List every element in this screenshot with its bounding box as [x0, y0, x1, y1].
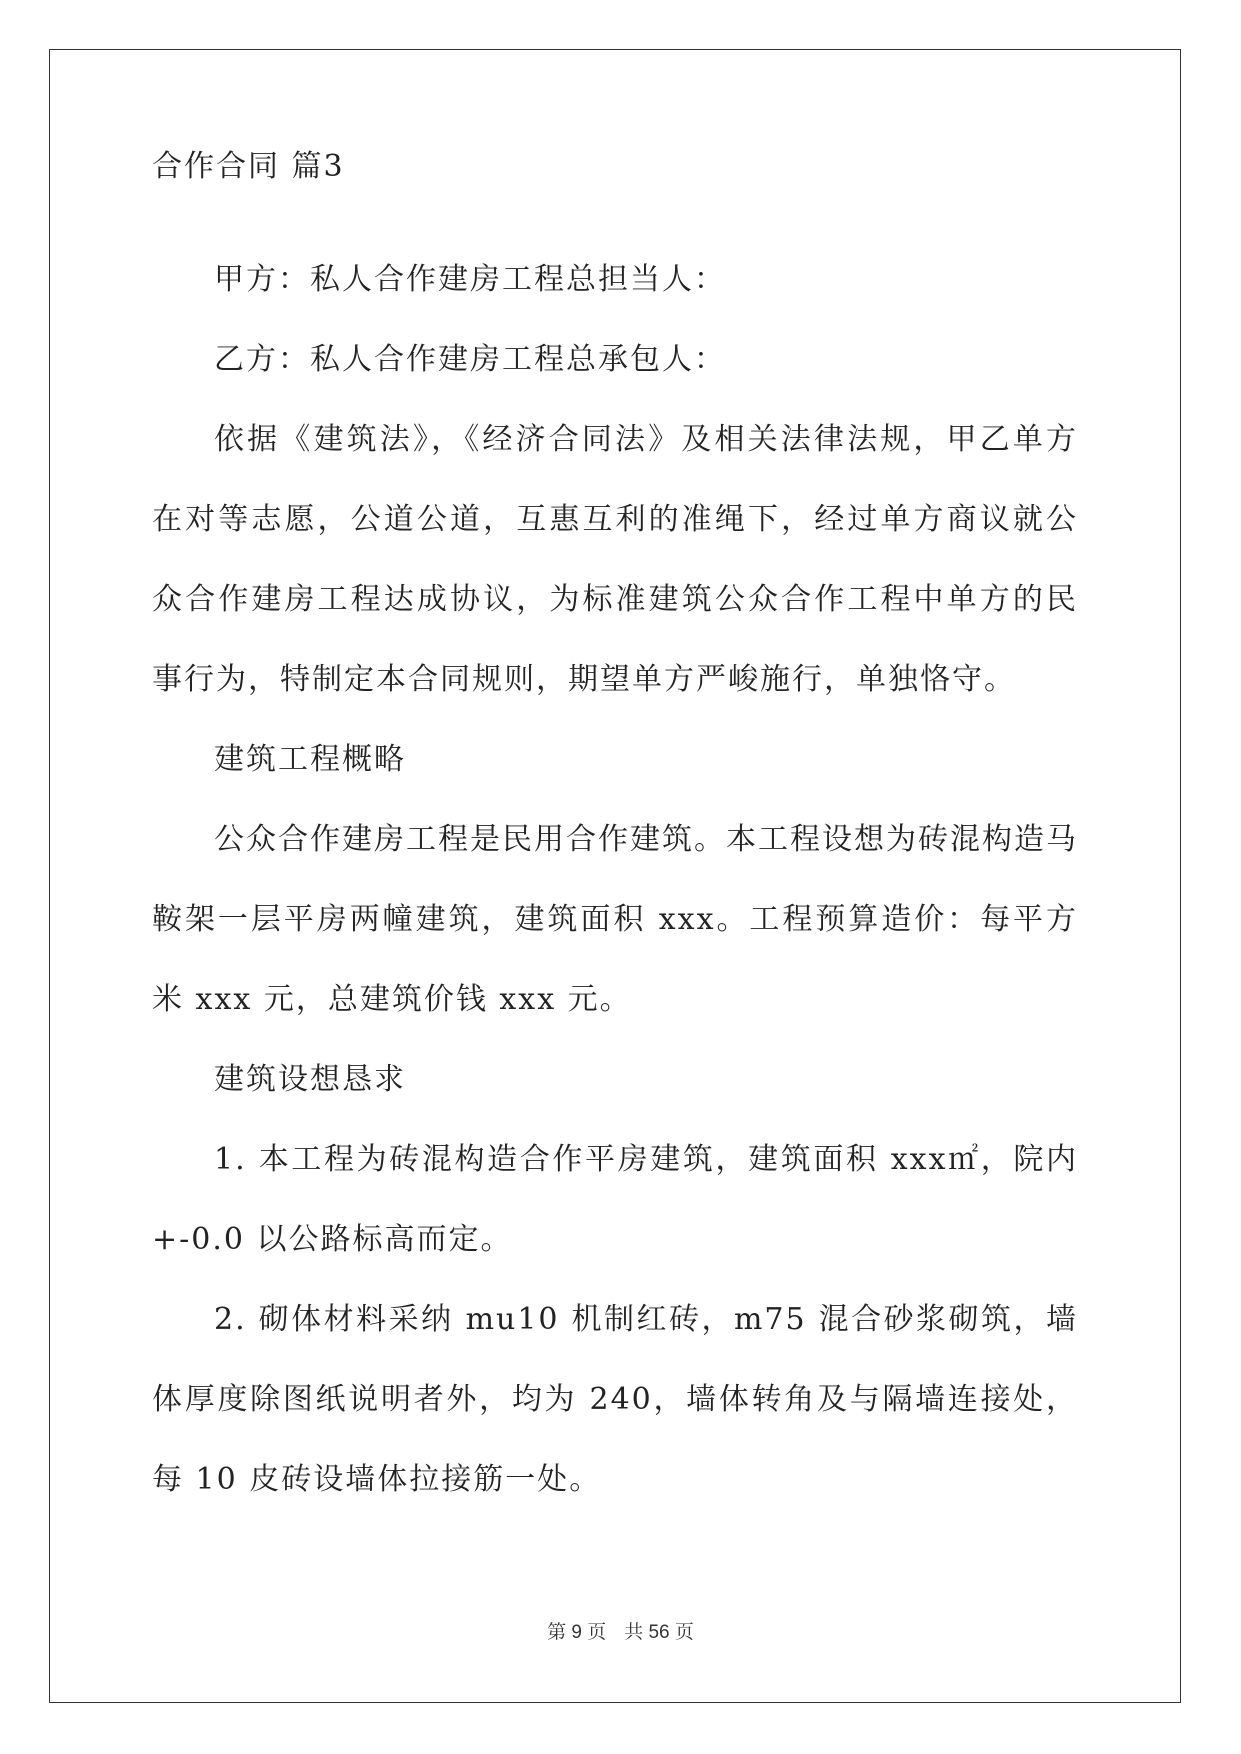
section-heading-design: 建筑设想恳求: [214, 1062, 406, 1097]
party-a-line: 甲方：私人合作建房工程总担当人：: [214, 262, 726, 297]
design-item-1: 1. 本工程为砖混构造合作平房建筑，建筑面积 xxx㎡，院内+-0.0 以公路标高而定。: [152, 1142, 1078, 1257]
page-total: 共 56 页: [624, 1622, 694, 1643]
design-item-2: 2. 砌体材料采纳 mu10 机制红砖，m75 混合砂浆砌筑，墙体厚度除图纸说明者外，均为 240，墙体转角及与隔墙连接处，每 10 皮砖设墙体拉接筋一处。: [152, 1302, 1078, 1497]
page-footer: [0, 1619, 1241, 1647]
section-heading-overview: 建筑工程概略: [214, 742, 406, 777]
party-b-line: 乙方：私人合作建房工程总承包人：: [214, 342, 726, 377]
preamble-paragraph: 依据《建筑法》，《经济合同法》及相关法律法规，甲乙单方在对等志愿，公道公道，互惠互利的准绳下，经过单方商议就公众合作建房工程达成协议，为标准建筑公众合作工程中单方的民事行为，特制定本合同规则，期望单方严峻施行，单独恪守。: [152, 422, 1078, 697]
overview-paragraph: 公众合作建房工程是民用合作建筑。本工程设想为砖混构造马鞍架一层平房两幢建筑，建筑面积 xxx。工程预算造价：每平方米 xxx 元，总建筑价钱 xxx 元。: [152, 822, 1078, 1017]
page-number: 第 9 页: [547, 1622, 607, 1643]
document-body: [152, 149, 1078, 1520]
document-title: 合作合同 篇3: [152, 149, 345, 184]
